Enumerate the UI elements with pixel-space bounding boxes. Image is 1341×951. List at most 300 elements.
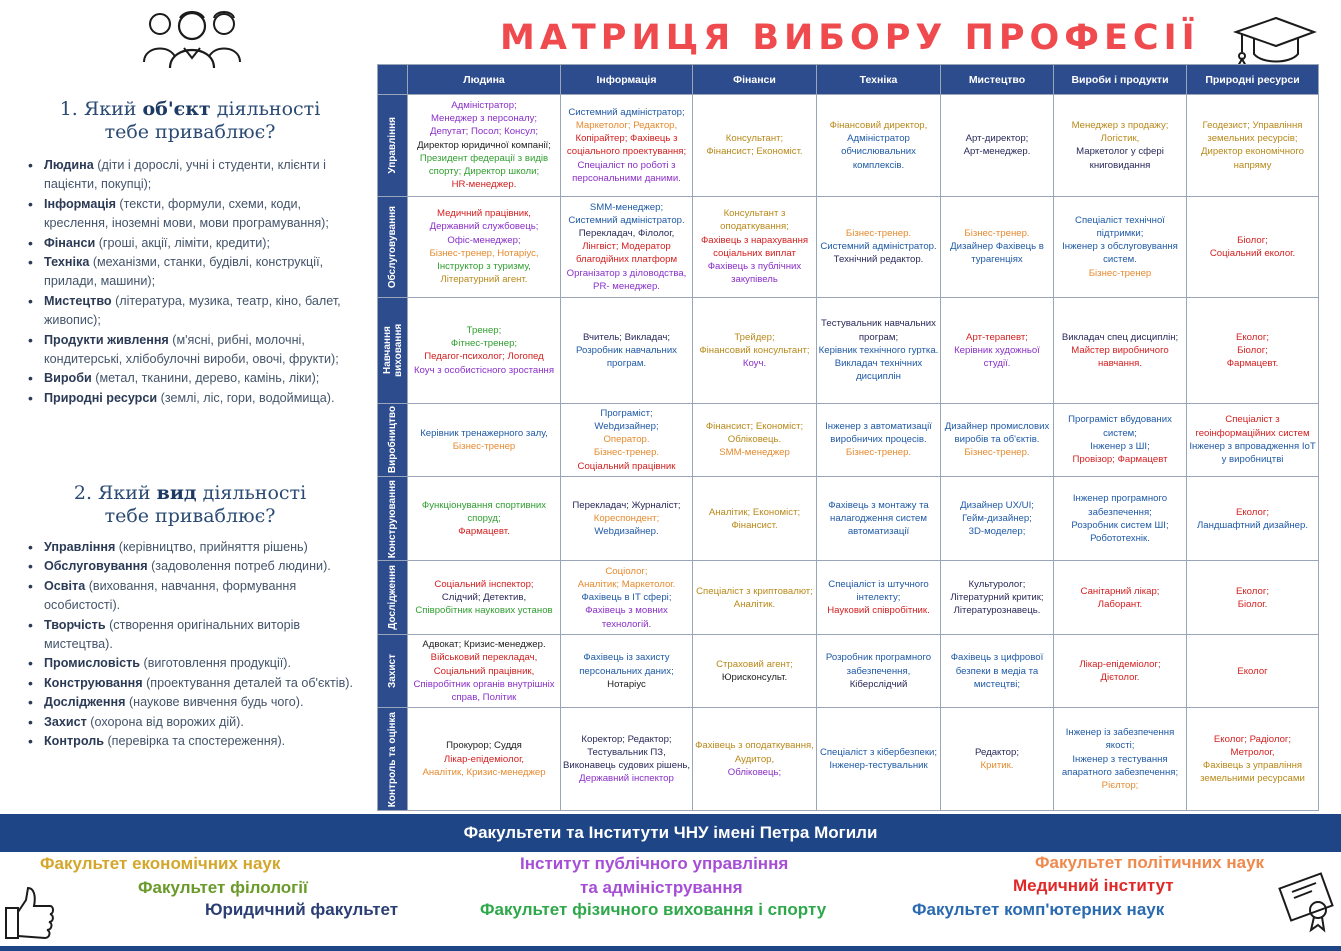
faculty-philology[interactable]: Факультет філології	[138, 878, 308, 897]
matrix-cell	[817, 298, 941, 403]
matrix-cell	[693, 298, 817, 403]
matrix-cell	[1187, 403, 1319, 476]
matrix-cell	[561, 634, 693, 707]
activity-item-description: (створення оригінальних виторів мистецтва).	[44, 617, 301, 652]
matrix-cell	[408, 95, 561, 197]
profession-text: Обліковець.	[727, 434, 782, 446]
profession-text: Інженер програмного забезпечення;	[1072, 493, 1168, 518]
matrix-cell	[1054, 196, 1187, 298]
profession-text: Спеціаліст з геоінформаційних систем	[1195, 414, 1310, 439]
profession-text: Еколог	[1237, 665, 1268, 677]
profession-text: Трейдер;	[734, 331, 775, 343]
row-header	[378, 708, 408, 811]
column-header: Фінанси	[693, 65, 817, 95]
column-header: Інформація	[561, 65, 693, 95]
profession-text: Менеджер з персоналу;	[430, 113, 538, 125]
matrix-cell	[561, 561, 693, 634]
profession-text: Тренер;	[466, 324, 502, 336]
question-1-title: 1. Який об'єкт діяльності тебе приваблює?	[59, 98, 321, 143]
object-item-term: Людина	[44, 158, 94, 172]
matrix-cell	[817, 561, 941, 634]
profession-text: Webдизайнер.	[594, 526, 659, 538]
row-header	[378, 298, 408, 403]
profession-text: Медичний працівник,	[437, 208, 531, 220]
object-item-description: (механізми, станки, будівлі, конструкції, прилади, машини);	[44, 255, 324, 289]
profession-text: Інженер з ШІ;	[1090, 440, 1150, 452]
profession-text: Арт-директор;	[965, 133, 1029, 145]
profession-text: Державний службовець;	[429, 221, 539, 233]
object-item-term: Інформація	[44, 196, 116, 211]
matrix-cell	[941, 298, 1054, 403]
profession-matrix	[377, 64, 1318, 811]
profession-text: Копірайтер; Фахівець з соціального проектування;	[566, 133, 687, 158]
profession-text: Літературний критик;	[950, 592, 1044, 604]
profession-text: Інструктор з туризму,	[437, 261, 531, 273]
profession-text: Нотаріус	[607, 678, 646, 690]
profession-text: Фітнес-тренер;	[450, 338, 518, 350]
profession-text: Співробітник наукових установ	[415, 605, 553, 617]
profession-text: Функціонування спортивних споруд;	[421, 499, 547, 525]
object-item	[26, 234, 368, 253]
object-item-description: (тексти, формули, схеми, коди, креслення, іноземні мови, мови програмування);	[44, 196, 329, 231]
profession-text: Аналітик; Маркетолог.	[577, 578, 676, 590]
profession-text: Провізор; Фармацевт	[1072, 454, 1168, 466]
profession-text: Логістик,	[1100, 133, 1140, 145]
profession-text: Консультант з оподаткування;	[720, 208, 789, 233]
matrix-cell	[408, 477, 561, 561]
question-2-title: 2. Який вид діяльності тебе приваблює?	[73, 482, 307, 527]
matrix-cell	[1187, 708, 1319, 811]
profession-text: PR- менеджер.	[593, 280, 660, 292]
profession-text: Дієтолог.	[1100, 672, 1140, 684]
bottom-divider	[0, 946, 1341, 951]
profession-text: Кореспондент;	[593, 513, 660, 525]
profession-text: Військовий перекладач,	[430, 652, 538, 664]
profession-text: Фінансист.	[731, 519, 778, 531]
profession-text: Бізнес-тренер	[1088, 267, 1152, 279]
matrix-cell	[941, 561, 1054, 634]
activity-item-term: Обслуговування	[44, 559, 148, 574]
profession-text: Державний інспектор	[579, 773, 674, 785]
profession-text: Інженер з тестування апаратного забезпечення;	[1061, 753, 1179, 778]
activity-item	[26, 674, 368, 693]
profession-text: Літературознавець.	[953, 605, 1041, 617]
faculties-band: Факультети та Інститути ЧНУ імені Петра Могили	[0, 814, 1341, 852]
profession-text: Інженер-тестувальник	[829, 760, 928, 772]
row-header	[378, 477, 408, 561]
profession-text: Бізнес-тренер.	[964, 447, 1030, 459]
activity-item	[26, 616, 368, 655]
row-header	[378, 196, 408, 298]
row-header-label: Контроль та оцінка	[387, 711, 398, 807]
profession-text: Перекладач; Журналіст;	[572, 499, 681, 511]
profession-text: Аналітик.	[733, 598, 776, 610]
profession-text: Організатор з діловодства,	[566, 267, 687, 279]
profession-text: Еколог; Радіолог;	[1213, 733, 1292, 745]
profession-text: Соціальний еколог.	[1209, 247, 1296, 259]
matrix-cell	[1054, 708, 1187, 811]
matrix-cell	[408, 298, 561, 403]
object-item	[26, 389, 368, 408]
faculty-law[interactable]: Юридичний факультет	[205, 900, 399, 919]
object-item-description: (землі, ліс, гори, водоймища).	[157, 390, 335, 405]
profession-text: SMM-менеджер	[719, 447, 790, 459]
profession-text: Співробітник органів внутрішніх справ, Політик	[413, 678, 555, 704]
profession-text: Директор юридичної компанії;	[417, 139, 551, 151]
matrix-cell	[941, 634, 1054, 707]
profession-text: Лікар-епідеміолог,	[443, 753, 525, 765]
matrix-cell	[693, 561, 817, 634]
profession-text: Соціолог;	[605, 565, 648, 577]
profession-text: Маркетолог у сфері книговидання	[1076, 146, 1164, 171]
profession-text: Слідчий; Детектив,	[441, 592, 527, 604]
institute-public-administration[interactable]: Інститут публічного управління	[520, 854, 789, 873]
activity-item-description: (задоволення потреб людини).	[147, 559, 331, 574]
row-header	[378, 561, 408, 634]
profession-text: Розробник навчальних програм.	[576, 344, 677, 369]
matrix-cell	[1187, 196, 1319, 298]
profession-text: Програміст;	[600, 407, 653, 419]
profession-text: Культуролог;	[968, 578, 1026, 590]
matrix-cell	[1054, 403, 1187, 476]
object-item-term: Природні ресурси	[44, 390, 158, 405]
profession-text: Науковий співробітник.	[827, 605, 930, 617]
object-item-term: Техніка	[44, 255, 90, 270]
people-icon	[130, 6, 254, 68]
faculty-political-science[interactable]: Факультет політичних наук	[1035, 853, 1265, 872]
profession-text: Спеціаліст з кібербезпеки;	[819, 747, 938, 759]
object-item-description: (метал, тканини, дерево, камінь, ліки);	[91, 371, 320, 386]
row-header-label: Управління	[387, 116, 398, 174]
activity-item-term: Захист	[44, 714, 87, 729]
profession-text: Метролог,	[1230, 747, 1275, 759]
profession-text: Інженер з автоматизації виробничих процесів.	[825, 421, 932, 446]
profession-text: Еколог;	[1235, 506, 1270, 518]
profession-text: Тестувальник ПЗ,	[587, 747, 666, 759]
page-title: МАТРИЦЯ ВИБОРУ ПРОФЕСІЇ	[500, 18, 1200, 58]
matrix-cell	[941, 95, 1054, 197]
profession-text: Фінансист; Економіст;	[705, 421, 804, 433]
profession-text: Бізнес-тренер.	[845, 447, 912, 459]
profession-text: Критик.	[980, 760, 1014, 772]
matrix-cell	[1054, 298, 1187, 403]
matrix-row	[378, 403, 1319, 476]
profession-text: Дизайнер UX/UI;	[960, 499, 1034, 511]
matrix-cell	[561, 477, 693, 561]
medical-institute[interactable]: Медичний інститут	[1013, 876, 1174, 895]
profession-text: Кіберслідчий	[849, 678, 908, 690]
profession-text: Фахівець з оподаткування,	[695, 740, 814, 752]
graduation-cap-icon	[1228, 10, 1318, 68]
activity-item-term: Управління	[44, 540, 116, 554]
matrix-row	[378, 634, 1319, 707]
profession-text: Webдизайнер;	[594, 421, 659, 433]
profession-text: Фахівець з управління земельними ресурсами	[1200, 760, 1305, 785]
activity-item-description: (проектування деталей та об'єктів).	[142, 675, 353, 690]
matrix-cell	[817, 95, 941, 197]
object-item-term: Фінанси	[44, 235, 96, 250]
column-header: Мистецтво	[941, 65, 1054, 95]
matrix-cell	[408, 634, 561, 707]
object-item-term: Вироби	[44, 371, 92, 386]
profession-text: Директор економічного напряму	[1200, 146, 1305, 171]
activity-item-description: (виховання, навчання, формування особистості).	[44, 578, 297, 613]
activity-item-description: (виготовлення продукції).	[140, 656, 291, 671]
object-item-description: (література, музика, театр, кіно, балет, живопис);	[44, 293, 341, 328]
matrix-cell	[1054, 561, 1187, 634]
profession-text: Коректор; Редактор;	[581, 733, 672, 745]
matrix-row	[378, 477, 1319, 561]
column-header: Вироби і продукти	[1054, 65, 1187, 95]
profession-text: Соціальний працівник	[577, 460, 676, 472]
row-header	[378, 403, 408, 476]
activity-item-description: (наукове вивчення будь чого).	[125, 695, 304, 710]
activity-item-term: Промисловість	[44, 656, 141, 671]
activity-item	[26, 732, 368, 751]
profession-text: Перекладач, Філолог,	[578, 228, 675, 240]
profession-text: Системний адміністратор;	[568, 106, 685, 118]
matrix-cell	[408, 403, 561, 476]
activity-item-term: Дослідження	[44, 695, 126, 710]
profession-text: Фахівець із захисту персональних даних;	[579, 652, 674, 677]
row-header-label: Навчання виховання	[381, 323, 404, 377]
object-item-term: Продукти живлення	[44, 332, 169, 347]
row-header-label: Конструювання	[387, 479, 398, 558]
activity-item	[26, 538, 368, 557]
activity-item	[26, 693, 368, 712]
profession-text: Аудитор,	[734, 753, 775, 765]
matrix-cell	[817, 634, 941, 707]
row-header-label: Захист	[387, 654, 398, 689]
profession-text: Депутат; Посол; Консул;	[429, 126, 539, 138]
activity-item-description: (керівництво, прийняття рішень)	[115, 540, 308, 554]
matrix-cell	[561, 403, 693, 476]
column-header: Людина	[408, 65, 561, 95]
matrix-row	[378, 298, 1319, 403]
profession-text: Дизайнер промислових виробів та об'єктів.	[944, 421, 1050, 446]
profession-text: Еколог;	[1235, 585, 1270, 597]
matrix-cell	[817, 477, 941, 561]
matrix-cell	[817, 196, 941, 298]
profession-text: Адміністратор обчислювальних комплексів.	[841, 133, 916, 171]
row-header	[378, 634, 408, 707]
profession-text: Ландшафтний дизайнер.	[1196, 519, 1308, 531]
profession-text: Фармацевт.	[458, 526, 510, 538]
matrix-cell	[1187, 298, 1319, 403]
profession-text: Виконавець судових рішень,	[562, 760, 691, 772]
activity-item-term: Творчість	[44, 617, 106, 632]
profession-text: Бізнес-тренер.	[964, 228, 1030, 240]
profession-text: Соціальний працівник,	[433, 665, 535, 677]
profession-text: Редактор;	[975, 747, 1019, 759]
faculty-computer-science[interactable]: Факультет комп'ютерних наук	[912, 900, 1165, 919]
column-header: Природні ресурси	[1187, 65, 1319, 95]
faculty-economics[interactable]: Факультет економічних наук	[40, 854, 281, 873]
profession-text: Системний адміністратор.	[820, 241, 937, 253]
profession-text: Бізнес-тренер	[452, 440, 516, 452]
profession-text: Консультант;	[725, 133, 784, 145]
profession-text: Гейм-дизайнер;	[962, 513, 1032, 525]
profession-text: Рієлтор;	[1101, 780, 1139, 792]
object-item-description: (гроші, акції, ліміти, кредити);	[95, 235, 270, 250]
object-item	[26, 292, 368, 331]
matrix-row	[378, 196, 1319, 298]
profession-text: Фахівець з нарахування соціальних виплат	[700, 234, 809, 259]
column-header: Техніка	[817, 65, 941, 95]
profession-text: Фахівець з публічних закупівель	[707, 261, 802, 286]
matrix-cell	[693, 708, 817, 811]
matrix-cell	[1054, 95, 1187, 197]
thumbs-up-icon	[4, 884, 56, 942]
profession-text: Літературний агент.	[440, 274, 528, 286]
matrix-cell	[561, 196, 693, 298]
activity-item-description: (перевірка та спостереження).	[103, 734, 286, 749]
matrix-cell	[693, 477, 817, 561]
profession-text: Педагог-психолог; Логопед	[424, 351, 544, 363]
profession-text: Фахівець з мовних технологій.	[585, 605, 668, 630]
profession-text: Майстер виробничого навчання.	[1071, 344, 1169, 369]
left-panel	[0, 0, 372, 812]
activity-item	[26, 557, 368, 576]
matrix-cell	[1054, 477, 1187, 561]
profession-text: Керівник технічного гуртка. Викладач технічних дисциплін	[818, 344, 939, 383]
profession-text: Офіс-менеджер;	[447, 234, 521, 246]
profession-text: Програміст вбудованих систем;	[1068, 414, 1172, 439]
profession-text: Лаборант.	[1097, 598, 1143, 610]
profession-text: Інженер із забезпечення якості;	[1065, 727, 1175, 752]
matrix-corner	[378, 65, 408, 95]
profession-text: Технічний редактор.	[833, 254, 924, 266]
profession-text: Арт-менеджер.	[963, 146, 1031, 158]
row-header-label: Дослідження	[387, 565, 398, 631]
profession-text: Біолог;	[1237, 234, 1268, 246]
profession-text: 3D-моделер;	[968, 526, 1026, 538]
profession-text: Фінансовий консультант;	[699, 344, 810, 356]
profession-text: Менеджер з продажу;	[1071, 119, 1169, 131]
profession-text: Лікар-епідеміолог;	[1079, 659, 1161, 670]
profession-text: HR-менеджер.	[451, 179, 517, 191]
profession-text: Фахівець з цифрової безпеки в медіа та мистецтві;	[950, 652, 1044, 690]
activity-list	[26, 538, 368, 751]
row-header-label: Обслуговування	[387, 205, 398, 289]
profession-text: Системний адміністратор.	[568, 214, 685, 226]
profession-text: Біолог.	[1237, 598, 1268, 610]
profession-text: Фінансовий директор,	[829, 119, 928, 131]
profession-text: Керівник тренажерного залу,	[420, 427, 548, 439]
matrix-cell	[561, 708, 693, 811]
profession-text: Прокурор; Суддя	[446, 740, 522, 752]
profession-text: Фармацевт.	[1226, 357, 1279, 369]
profession-text: Санітарний лікар;	[1080, 585, 1160, 597]
profession-text: Фахівець в IT сфері;	[581, 592, 672, 604]
profession-text: Спеціаліст із штучного інтелекту;	[828, 578, 929, 604]
activity-item-term: Контроль	[44, 734, 104, 749]
profession-text: Вчитель; Викладач;	[582, 331, 671, 343]
matrix-cell	[941, 403, 1054, 476]
profession-text: Адміністратор;	[451, 100, 517, 112]
profession-text: Страховий агент;	[716, 659, 793, 670]
faculty-physical-education[interactable]: Факультет фізичного виховання і спорту	[480, 900, 827, 919]
matrix-cell	[693, 634, 817, 707]
activity-item-term: Освіта	[44, 578, 86, 593]
profession-text: Арт-терапевт;	[966, 331, 1028, 343]
matrix-cell	[941, 708, 1054, 811]
profession-text: SMM-менеджер;	[589, 201, 664, 213]
profession-text: Юрисконсульт.	[721, 672, 788, 684]
profession-text: Спеціаліст з криптовалют;	[696, 585, 813, 597]
matrix-cell	[1187, 95, 1319, 197]
matrix-cell	[561, 298, 693, 403]
activity-item-term: Конструювання	[44, 675, 143, 690]
activity-item	[26, 713, 368, 732]
row-header-label: Виробництво	[387, 406, 398, 474]
profession-text: Маркетолог; Редактор,	[575, 119, 678, 131]
profession-text: Спеціаліст технічної підтримки;	[1075, 214, 1165, 240]
profession-text: Бізнес-тренер.	[845, 228, 912, 240]
matrix-cell	[817, 403, 941, 476]
profession-text: Дизайнер Фахівець в турагенціях	[950, 241, 1044, 266]
matrix-row	[378, 561, 1319, 634]
institute-public-administration-line2[interactable]: та адміністрування	[580, 878, 743, 897]
matrix-cell	[1187, 477, 1319, 561]
object-list	[26, 156, 368, 408]
profession-text: Геодезист; Управління земельних ресурсів;	[1202, 119, 1303, 145]
profession-text: Керівник художньої студії.	[954, 344, 1040, 369]
object-item	[26, 195, 368, 234]
profession-text: Лінгвіст; Модератор благодійних платформ	[575, 241, 678, 266]
matrix-cell	[693, 403, 817, 476]
profession-text: Розробник програмного забезпечення,	[825, 652, 932, 677]
profession-text: Бізнес-тренер, Нотаріус,	[429, 247, 539, 259]
matrix-cell	[941, 196, 1054, 298]
certificate-icon	[1278, 870, 1338, 936]
profession-text: Фінансист; Економіст.	[706, 146, 803, 158]
matrix-cell	[1054, 634, 1187, 707]
object-item-description: (м'ясні, рибні, молочні, кондитерські, хлібобулочні вироби, овочі, фрукти);	[44, 332, 339, 367]
profession-text: Еколог;	[1235, 331, 1270, 343]
matrix-cell	[561, 95, 693, 197]
profession-text: Розробник систем ШІ;	[1071, 519, 1169, 531]
profession-text: Коуч.	[742, 357, 767, 369]
matrix-cell	[408, 708, 561, 811]
profession-text: Адвокат; Кризис-менеджер.	[422, 639, 546, 651]
profession-text: Аналітик; Економіст;	[708, 506, 801, 518]
profession-text: Фахівець з монтажу та налагодження систем автоматизації	[828, 499, 929, 538]
profession-text: Викладач спец дисциплін;	[1061, 331, 1179, 343]
activity-item-description: (охорона від ворожих дій).	[86, 714, 244, 729]
matrix-cell	[693, 196, 817, 298]
activity-item	[26, 654, 368, 673]
object-item-description: (діти і дорослі, учні і студенти, клієнти і пацієнти, покупці);	[44, 158, 326, 192]
matrix-row	[378, 708, 1319, 811]
matrix-cell	[693, 95, 817, 197]
profession-text: Робототехнік.	[1090, 532, 1150, 544]
object-item	[26, 156, 368, 195]
matrix-cell	[1187, 561, 1319, 634]
matrix-cell	[941, 477, 1054, 561]
profession-text: Президент федерації з видів спорту; Директор школи;	[419, 152, 549, 178]
object-item	[26, 253, 368, 292]
object-item-term: Мистецтво	[44, 293, 112, 308]
matrix-cell	[1187, 634, 1319, 707]
profession-text: Оператор.	[603, 434, 650, 446]
row-header	[378, 95, 408, 197]
object-item	[26, 331, 368, 370]
profession-text: Тестувальник навчальних програм;	[821, 318, 936, 343]
profession-text: Обліковець;	[727, 766, 782, 778]
matrix-cell	[408, 561, 561, 634]
profession-text: Аналітик, Кризис-менеджер	[422, 766, 546, 778]
